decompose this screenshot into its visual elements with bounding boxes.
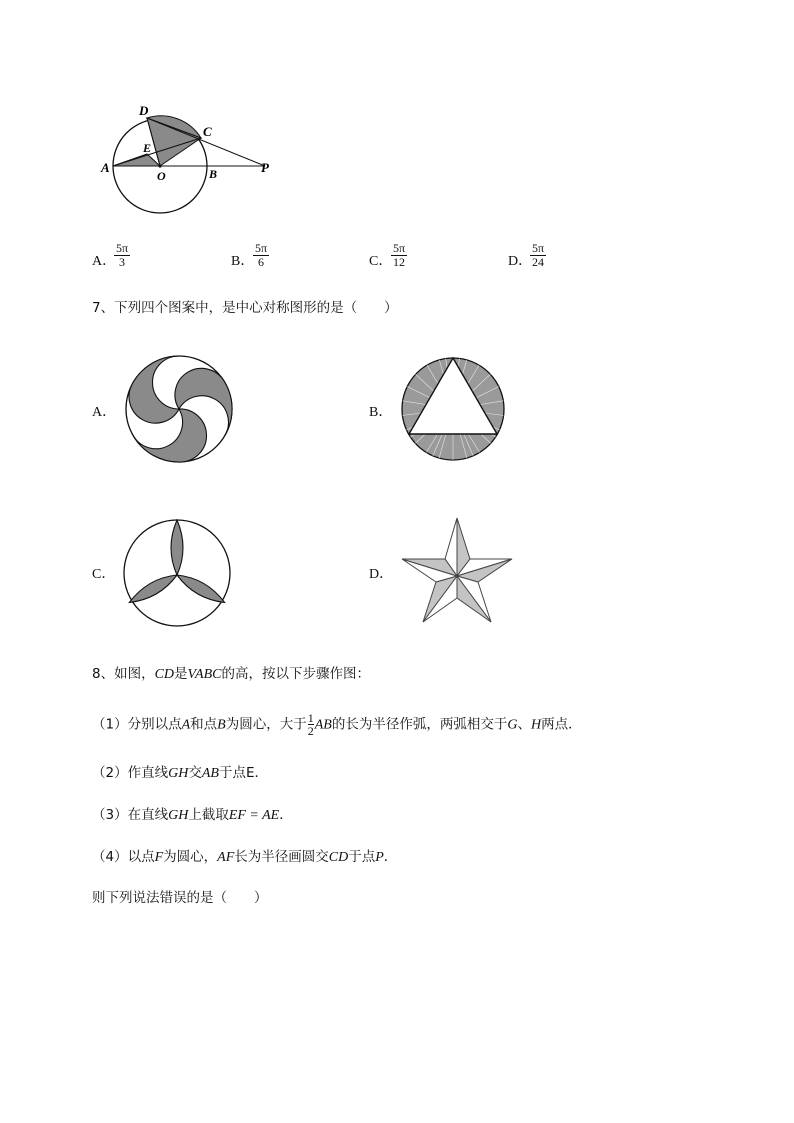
fraction-one-half: [308, 712, 314, 737]
segment-ab: AB: [201, 766, 219, 781]
three-comma-swirl-circle: [124, 354, 234, 464]
point-a: A: [181, 717, 191, 733]
q6-option-c-fraction: [391, 242, 407, 269]
q6-label-a: A: [101, 160, 110, 175]
option-letter: B．: [369, 405, 393, 420]
q8-stem: [92, 664, 370, 685]
line-gh: GH: [168, 766, 189, 781]
q6-circle-figure: [95, 96, 295, 221]
q6-label-p: P: [261, 160, 269, 175]
q8-stem-pre: 8、如图，: [92, 666, 155, 682]
q8-step3: [92, 805, 293, 826]
step1-end: 两点．: [541, 716, 582, 733]
step4-mid2: 长为半径画圆交: [234, 849, 329, 865]
segment-cd: CD: [154, 667, 175, 682]
point-p: P: [375, 850, 384, 865]
line-gh: GH: [168, 808, 189, 823]
segment-cd: CD: [328, 850, 349, 865]
option-letter: C．: [369, 254, 393, 269]
fraction-numerator: 5π: [393, 241, 406, 255]
step4-end: ．: [383, 849, 398, 865]
point-b: B: [217, 717, 226, 733]
option-letter: D．: [508, 254, 533, 269]
step1-sep: 、: [517, 716, 531, 733]
step3-mid: 上截取: [188, 807, 229, 823]
option-letter: B．: [231, 254, 255, 269]
q6-option-b[interactable]: [231, 250, 254, 270]
q6-label-o: O: [157, 169, 166, 183]
q7-option-d[interactable]: [369, 563, 393, 583]
q8-stem-post: 的高，按以下步骤作图：: [221, 666, 371, 682]
option-letter: A．: [92, 405, 117, 420]
q6-option-d[interactable]: [508, 250, 532, 270]
three-petal-circle: [122, 518, 232, 628]
q6-label-d: D: [139, 103, 149, 118]
fraction-denominator: 24: [532, 255, 545, 269]
step1-and: 和点: [190, 716, 218, 733]
q6-option-d-fraction: [530, 242, 546, 269]
fraction-numerator: 5π: [255, 241, 268, 255]
step4-mid: 为圆心，: [163, 849, 218, 865]
q6-option-a[interactable]: [92, 250, 116, 270]
half-denominator: 2: [307, 724, 314, 738]
q6-label-b: B: [209, 167, 218, 181]
segment-af: AF: [217, 850, 235, 865]
triangle-in-hatched-circle: [400, 354, 506, 462]
five-point-star: [400, 516, 516, 628]
step1-mid: 为圆心，大于: [225, 716, 307, 733]
point-e: E: [245, 765, 255, 781]
step3-end: ．: [279, 807, 293, 823]
step2-mid: 交: [188, 765, 202, 781]
segment-ab: AB: [314, 717, 332, 733]
fraction-numerator: 5π: [532, 241, 545, 255]
triangle-abc: VABC: [187, 667, 222, 682]
point-h: H: [530, 717, 542, 733]
step2-post: 于点: [218, 765, 246, 781]
q8-step4: [92, 847, 397, 868]
step3-pre: （3）在直线: [92, 807, 169, 823]
q7-option-a[interactable]: [92, 401, 116, 421]
q8-stem-mid: 是: [174, 666, 188, 682]
q7-option-b[interactable]: [369, 401, 392, 421]
fraction-numerator: 5π: [116, 241, 129, 255]
fraction-denominator: 6: [258, 255, 265, 269]
q6-option-c[interactable]: [369, 250, 392, 270]
q6-label-e: E: [143, 141, 152, 155]
step2-end: ．: [254, 765, 268, 781]
half-numerator: 1: [307, 711, 314, 725]
step4-pre: （4）以点: [92, 849, 155, 865]
step2-pre: （2）作直线: [92, 765, 169, 781]
q7-option-c[interactable]: [92, 563, 115, 583]
step1-post: 的长为半径作弧，两弧相交于: [331, 716, 508, 733]
fraction-denominator: 12: [393, 255, 406, 269]
point-f: F: [154, 850, 164, 865]
option-letter: C．: [92, 567, 116, 582]
q6-option-b-fraction: [253, 242, 269, 269]
q7-stem: 7、下列四个图案中，是中心对称图形的是（ ）: [92, 300, 398, 316]
step4-post: 于点: [348, 849, 376, 865]
equation-ef-ae: EF = AE: [228, 808, 280, 823]
option-letter: D．: [369, 567, 394, 582]
step1-pre: （1）分别以点: [92, 716, 182, 733]
q8-step1: [92, 712, 582, 738]
q6-label-c: C: [203, 124, 212, 139]
fraction-denominator: 3: [119, 255, 126, 269]
q8-ask: 则下列说法错误的是（ ）: [92, 890, 268, 906]
q6-option-a-fraction: [114, 242, 130, 269]
q8-step2: [92, 763, 268, 784]
point-g: G: [507, 717, 518, 733]
option-letter: A．: [92, 254, 117, 269]
